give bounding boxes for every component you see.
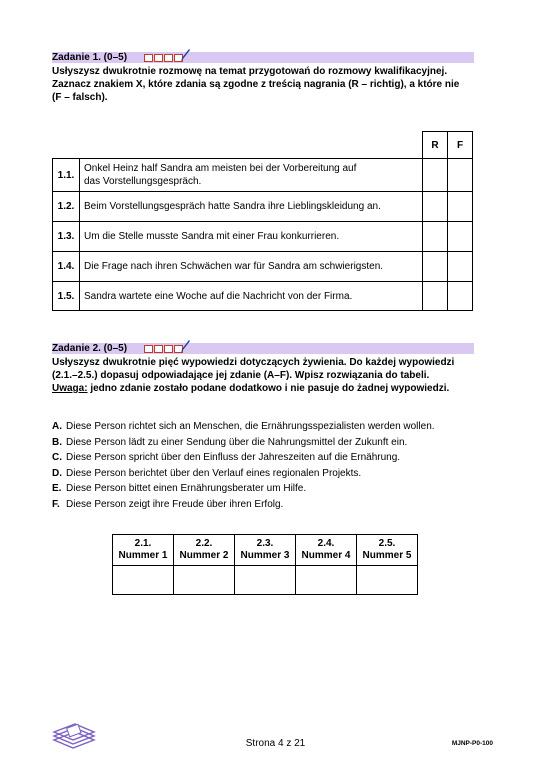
task2-note bbox=[52, 382, 482, 395]
answer-cell[interactable] bbox=[113, 566, 174, 595]
pen-icon bbox=[179, 47, 191, 63]
answer-cell-r[interactable] bbox=[423, 252, 448, 282]
answer-header bbox=[174, 535, 235, 566]
task1-instruction-line2: Zaznacz znakiem X, które zdania są zgodne z treścią nagrania (R – richtig), a które nie bbox=[52, 79, 460, 90]
answer-cell-r[interactable] bbox=[423, 222, 448, 252]
task1-instruction-line3: (F – falsch). bbox=[52, 92, 108, 103]
task2-title: Zadanie 2. (0–5) bbox=[52, 343, 128, 354]
row-number: 1.1. bbox=[53, 159, 80, 192]
answer-cell-f[interactable] bbox=[448, 252, 473, 282]
options-list bbox=[52, 419, 435, 512]
table-row bbox=[53, 159, 473, 192]
option-letter: F. bbox=[52, 498, 60, 510]
list-item bbox=[52, 419, 435, 435]
answer-cell-r[interactable] bbox=[423, 159, 448, 192]
list-item bbox=[52, 481, 435, 497]
row-statement-line1: Onkel Heinz half Sandra am meisten bei der Vorbereitung auf bbox=[84, 163, 357, 174]
true-false-table bbox=[52, 131, 473, 311]
option-letter: B. bbox=[52, 436, 62, 448]
answer-cell-r[interactable] bbox=[423, 282, 448, 311]
exam-code: MJNP-P0-100 bbox=[451, 740, 493, 747]
answer-cell-f[interactable] bbox=[448, 222, 473, 252]
task2-instruction bbox=[52, 356, 482, 395]
row-number: 1.5. bbox=[53, 282, 80, 311]
answer-header-num: 2.1. bbox=[134, 538, 152, 549]
answer-header bbox=[235, 535, 296, 566]
row-statement: Die Frage nach ihren Schwächen war für Sandra am schwierigsten. bbox=[80, 252, 423, 282]
option-letter: D. bbox=[52, 467, 62, 479]
row-statement: Beim Vorstellungsgespräch hatte Sandra ihre Lieblingskleidung an. bbox=[80, 192, 423, 222]
answer-cell[interactable] bbox=[296, 566, 357, 595]
col-header-f: F bbox=[448, 132, 473, 159]
page-number: Strona 4 z 21 bbox=[245, 738, 306, 749]
answer-cell-f[interactable] bbox=[448, 159, 473, 192]
col-header-r: R bbox=[423, 132, 448, 159]
answer-header-label: Nummer 4 bbox=[301, 550, 351, 561]
option-letter: C. bbox=[52, 452, 62, 463]
row-number: 1.2. bbox=[53, 192, 80, 222]
task2-score-boxes-icon bbox=[144, 345, 183, 353]
task1-title: Zadanie 1. (0–5) bbox=[52, 52, 128, 63]
option-letter: E. bbox=[52, 483, 62, 494]
table-row bbox=[53, 252, 473, 282]
answer-header-label: Nummer 2 bbox=[179, 550, 229, 561]
answer-header-num: 2.4. bbox=[317, 538, 335, 549]
task1-score-boxes-icon bbox=[144, 54, 183, 62]
answer-cell[interactable] bbox=[235, 566, 296, 595]
option-text: Diese Person bittet einen Ernährungsberater um Hilfe. bbox=[66, 483, 307, 494]
option-text: Diese Person zeigt ihre Freude über ihren Erfolg. bbox=[66, 498, 284, 510]
note-text: jedno zdanie zostało podane dodatkowo i nie pasuje do żadnej wypowiedzi. bbox=[87, 383, 450, 394]
row-statement: Um die Stelle musste Sandra mit einer Frau konkurrieren. bbox=[80, 222, 423, 252]
answer-header-num: 2.3. bbox=[256, 538, 274, 549]
list-item bbox=[52, 435, 435, 451]
list-item bbox=[52, 466, 435, 482]
pen-icon bbox=[179, 338, 191, 354]
row-statement: Sandra wartete eine Woche auf die Nachricht von der Firma. bbox=[80, 282, 423, 311]
answer-header-label: Nummer 3 bbox=[240, 550, 290, 561]
answer-table bbox=[112, 534, 418, 595]
answer-header-label: Nummer 5 bbox=[362, 550, 412, 561]
task2-instruction-line2: (2.1.–2.5.) dopasuj odpowiadające jej zdanie (A–F). Wpisz rozwiązania do tabeli. bbox=[52, 370, 430, 381]
option-text: Diese Person richtet sich an Menschen, die Ernährungsspezialisten werden wollen. bbox=[66, 421, 435, 432]
row-statement-line2: das Vorstellungsgespräch. bbox=[84, 176, 202, 187]
option-text: Diese Person spricht über den Einfluss der Jahreszeiten auf die Ernährung. bbox=[66, 452, 401, 463]
task1-instruction-line1: Usłyszysz dwukrotnie rozmowę na temat przygotowań do rozmowy kwalifikacyjnej. bbox=[52, 66, 448, 77]
answer-header-label: Nummer 1 bbox=[118, 550, 168, 561]
table-row bbox=[53, 192, 473, 222]
list-item bbox=[52, 450, 435, 466]
table-row bbox=[53, 222, 473, 252]
list-item bbox=[52, 497, 435, 513]
answer-header bbox=[357, 535, 418, 566]
answer-cell-r[interactable] bbox=[423, 192, 448, 222]
answer-cell[interactable] bbox=[174, 566, 235, 595]
option-text: Diese Person lädt zu einer Sendung über die Nahrungsmittel der Zukunft ein. bbox=[66, 436, 408, 448]
answer-header-num: 2.5. bbox=[378, 538, 396, 549]
answer-cell-f[interactable] bbox=[448, 282, 473, 311]
note-label: Uwaga: bbox=[52, 383, 88, 394]
answer-header bbox=[296, 535, 357, 566]
row-statement bbox=[80, 159, 423, 192]
answer-header-num: 2.2. bbox=[195, 538, 213, 549]
task1-instruction bbox=[52, 65, 482, 104]
option-text: Diese Person berichtet über den Verlauf eines regionalen Projekts. bbox=[66, 467, 362, 479]
row-number: 1.3. bbox=[53, 222, 80, 252]
option-letter: A. bbox=[52, 421, 62, 432]
task2-instruction-line1: Usłyszysz dwukrotnie pięć wypowiedzi dotyczących żywienia. Do każdej wypowiedzi bbox=[52, 357, 455, 368]
row-number: 1.4. bbox=[53, 252, 80, 282]
answer-header bbox=[113, 535, 174, 566]
answer-cell-f[interactable] bbox=[448, 192, 473, 222]
table-row bbox=[53, 282, 473, 311]
answer-cell[interactable] bbox=[357, 566, 418, 595]
